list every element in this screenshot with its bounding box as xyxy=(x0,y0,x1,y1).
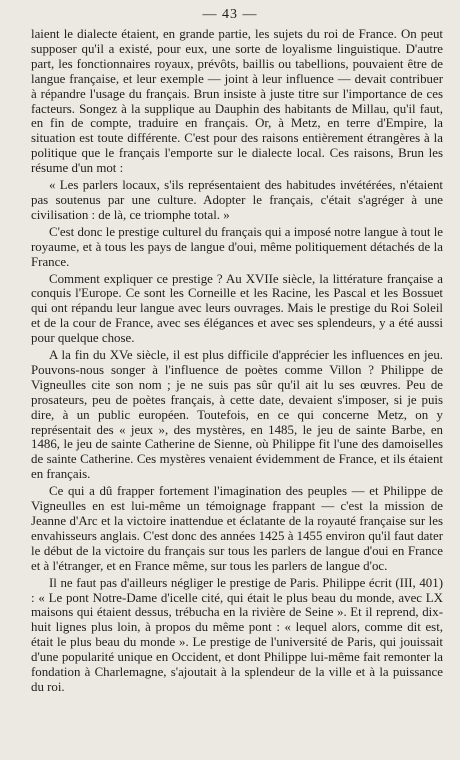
paragraph: Comment expliquer ce prestige ? Au XVIIe siècle, la littérature française a conquis l'Europe. Ce sont les Corneille et les Racine, les Pascal et les Bossuet qui ont répandu leur langue avec leurs ouvrages. Mais le prestige du Roi Soleil et de la cour de France, avec ses élégances et avec ses splendeurs, y a été aussi pour quelque chose. xyxy=(31,271,443,346)
paragraph: laient le dialecte étaient, en grande partie, les sujets du roi de France. On peut supposer qu'il a existé, pour eux, une sorte de loyalisme linguistique. D'autre part, les fonctionnaires royaux, prévôts, baillis ou tabellions, pouvaient être de langue française, et leur exemple — joint à leur influence — devait contribuer à répandre l'usage du français. Brun insiste à juste titre sur l'importance de ces facteurs. Songez à la supplique au Dauphin des habitants de Millau, qu'il faut, en fin de compte, traduire en français. Or, à Metz, en terre d'Empire, la situation est toute différente. C'est pour des raisons entièrement étrangères à la politique que le français l'emporte sur le dialecte local. Ces raisons, Brun les résume d'un mot : xyxy=(31,27,443,176)
paragraph: Ce qui a dû frapper fortement l'imagination des peuples — et Philippe de Vigneulles en est lui-même un témoignage frappant — c'est la mission de Jeanne d'Arc et la victoire inattendue et éclatante de la royauté française sur les envahisseurs anglais. C'est donc des années 1425 à 1455 environ qu'il faut dater le début de la victoire du français sur tous les parlers de langue d'oui en France et à l'étranger, et en France même, sur tous les parlers de langue d'oc. xyxy=(31,484,443,573)
body-text xyxy=(31,27,443,697)
paragraph: A la fin du XVe siècle, il est plus difficile d'apprécier les influences en jeu. Pouvons-nous songer à l'influence de poètes comme Villon ? Philippe de Vigneulles cite son nom ; je ne suis pas sûr qu'il ait lu ses œuvres. Peu de prosateurs, peu de poètes français, à cette date, devaient s'imposer, si je puis dire, à un public européen. Toutefois, en ce qui concerne Metz, on y représentait des « jeux », des mystères, en 1485, le jeu de sainte Barbe, en 1486, le jeu de sainte Catherine de Sienne, où Philippe fit l'une des damoiselles de sainte Catherine. Ces mystères venaient évidemment de France, et ils étaient en français. xyxy=(31,348,443,482)
page-number-header: — 43 — xyxy=(202,7,258,22)
paragraph: Il ne faut pas d'ailleurs négliger le prestige de Paris. Philippe écrit (III, 401) : « Le pont Notre-Dame d'icelle cité, qui était le plus beau du monde, avec LX maisons qui étaient dessus, trébucha en la rivière de Seine ». Et il reprend, dix-huit lignes plus loin, à propos du même pont : « lequel alors, comme dit est, était le plus beau du monde ». Le prestige de l'université de Paris, qui jouissait d'une popularité unique en Occident, et dont Philippe lui-même fait remonter la fondation à Charlemagne, s'ajoutait à la splendeur de la ville et à la puissance du roi. xyxy=(31,575,443,694)
quotation-paragraph: « Les parlers locaux, s'ils représentaient des habitudes invétérées, n'étaient pas soutenus par une culture. Adopter le français, c'était s'agréger à une civilisation : de là, ce triomphe total. » xyxy=(31,178,443,222)
paragraph: C'est donc le prestige culturel du français qui a imposé notre langue à tout le royaume, et à tous les pays de langue d'oui, même politiquement détachés de la France. xyxy=(31,224,443,269)
